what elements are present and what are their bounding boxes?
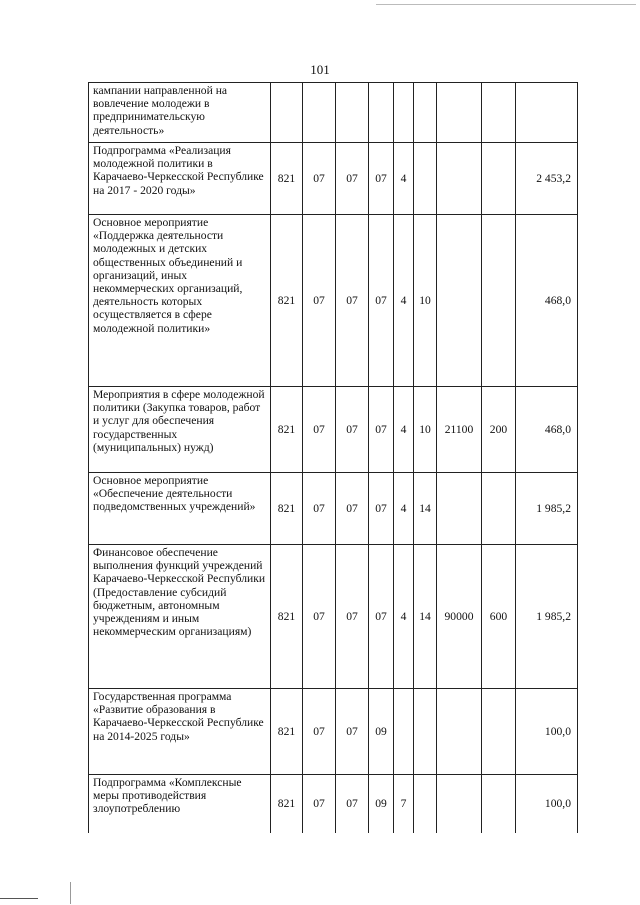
activity-code: 10 — [414, 215, 437, 387]
program-code: 07 — [369, 387, 394, 473]
subprogram-code: 4 — [394, 143, 414, 215]
expense-type-code — [482, 215, 516, 387]
scan-edge-mark — [0, 898, 38, 899]
subprogram-code — [394, 83, 414, 143]
ministry-code: 821 — [271, 143, 303, 215]
amount: 468,0 — [516, 215, 578, 387]
row-name: Мероприятия в сфере молодежной политики (Закупка товаров, работ и услуг для обеспечения государственных (муниципальных) нужд) — [89, 387, 271, 473]
row-name: Финансовое обеспечение выполнения функций учреждений Карачаево-Черкесской Республики (Предоставление субсидий бюджетным, автономным учреждениям и иным некоммерческим организациям) — [89, 545, 271, 689]
subsection-code: 07 — [336, 387, 369, 473]
direction-code — [437, 83, 482, 143]
amount — [516, 83, 578, 143]
amount: 100,0 — [516, 689, 578, 775]
table-row — [89, 215, 578, 387]
direction-code — [437, 689, 482, 775]
subprogram-code: 4 — [394, 215, 414, 387]
page-number: 101 — [310, 62, 330, 77]
amount: 100,0 — [516, 775, 578, 833]
expense-type-code: 200 — [482, 387, 516, 473]
row-name: Подпрограмма «Комплексные меры противодействия злоупотреблению — [89, 775, 271, 833]
section-code: 07 — [303, 473, 336, 545]
section-code: 07 — [303, 775, 336, 833]
program-code: 07 — [369, 473, 394, 545]
ministry-code: 821 — [271, 775, 303, 833]
program-code: 09 — [369, 689, 394, 775]
activity-code — [414, 775, 437, 833]
section-code: 07 — [303, 689, 336, 775]
table-row — [89, 387, 578, 473]
row-name: Основное мероприятие «Обеспечение деятельности подведомственных учреждений» — [89, 473, 271, 545]
section-code: 07 — [303, 215, 336, 387]
row-name: кампании направленной на вовлечение молодежи в предпринимательскую деятельность» — [89, 83, 271, 143]
expense-type-code — [482, 689, 516, 775]
activity-code — [414, 689, 437, 775]
table-row — [89, 545, 578, 689]
table-row — [89, 473, 578, 545]
subprogram-code — [394, 689, 414, 775]
section-code: 07 — [303, 143, 336, 215]
expense-type-code — [482, 775, 516, 833]
activity-code: 14 — [414, 473, 437, 545]
subsection-code: 07 — [336, 775, 369, 833]
ministry-code: 821 — [271, 689, 303, 775]
program-code: 09 — [369, 775, 394, 833]
subsection-code: 07 — [336, 545, 369, 689]
table-row — [89, 689, 578, 775]
ministry-code: 821 — [271, 545, 303, 689]
activity-code: 14 — [414, 545, 437, 689]
program-code: 07 — [369, 545, 394, 689]
amount: 2 453,2 — [516, 143, 578, 215]
scan-edge-mark — [376, 4, 636, 5]
direction-code — [437, 143, 482, 215]
ministry-code: 821 — [271, 387, 303, 473]
subsection-code: 07 — [336, 689, 369, 775]
subprogram-code: 4 — [394, 473, 414, 545]
activity-code: 10 — [414, 387, 437, 473]
budget-table — [88, 82, 578, 833]
subprogram-code: 4 — [394, 545, 414, 689]
activity-code — [414, 83, 437, 143]
ministry-code: 821 — [271, 473, 303, 545]
expense-type-code — [482, 143, 516, 215]
direction-code — [437, 775, 482, 833]
expense-type-code: 600 — [482, 545, 516, 689]
direction-code: 21100 — [437, 387, 482, 473]
row-name: Основное мероприятие «Поддержка деятельности молодежных и детских общественных объединений и организаций, иных некоммерческих организаций, деятельность которых осуществляется в сфере молодежной политики» — [89, 215, 271, 387]
subprogram-code: 7 — [394, 775, 414, 833]
section-code: 07 — [303, 545, 336, 689]
ministry-code — [271, 83, 303, 143]
program-code — [369, 83, 394, 143]
subprogram-code: 4 — [394, 387, 414, 473]
direction-code — [437, 473, 482, 545]
amount: 468,0 — [516, 387, 578, 473]
section-code — [303, 83, 336, 143]
subsection-code: 07 — [336, 473, 369, 545]
subsection-code — [336, 83, 369, 143]
amount: 1 985,2 — [516, 545, 578, 689]
row-name: Государственная программа «Развитие образования в Карачаево-Черкесской Республике на 2014-2025 годы» — [89, 689, 271, 775]
row-name: Подпрограмма «Реализация молодежной политики в Карачаево-Черкесской Республике на 2017 - 2020 годы» — [89, 143, 271, 215]
section-code: 07 — [303, 387, 336, 473]
direction-code — [437, 215, 482, 387]
amount: 1 985,2 — [516, 473, 578, 545]
program-code: 07 — [369, 215, 394, 387]
direction-code: 90000 — [437, 545, 482, 689]
ministry-code: 821 — [271, 215, 303, 387]
expense-type-code — [482, 83, 516, 143]
table-row — [89, 775, 578, 833]
scan-edge-mark — [70, 882, 71, 904]
expense-type-code — [482, 473, 516, 545]
activity-code — [414, 143, 437, 215]
program-code: 07 — [369, 143, 394, 215]
table-row — [89, 143, 578, 215]
table-row — [89, 83, 578, 143]
subsection-code: 07 — [336, 143, 369, 215]
subsection-code: 07 — [336, 215, 369, 387]
